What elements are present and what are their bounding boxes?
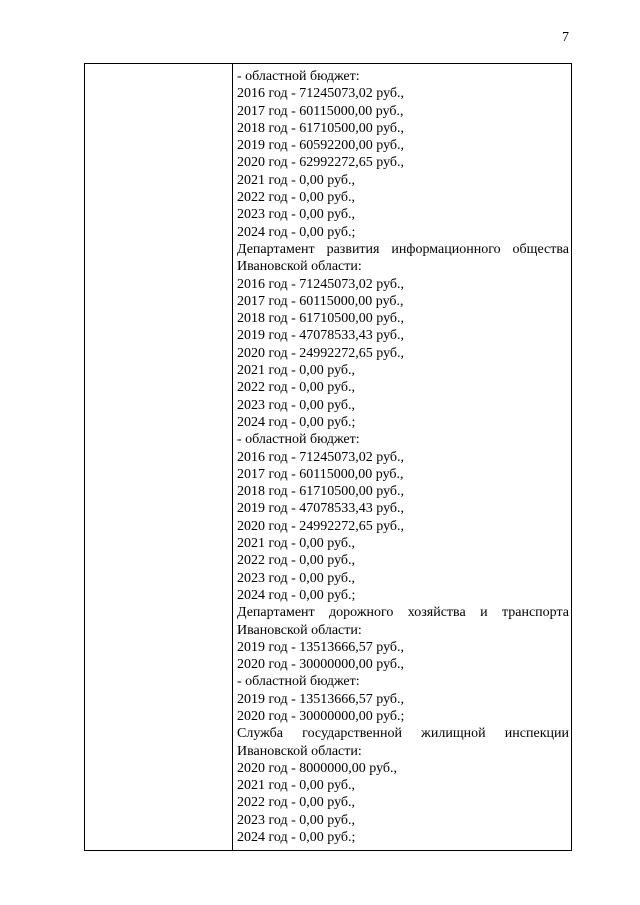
funding-line: 2020 год - 30000000,00 руб.; bbox=[237, 708, 405, 724]
funding-line: 2020 год - 62992272,65 руб., bbox=[237, 155, 405, 171]
funding-line: 2022 год - 0,00 руб., bbox=[237, 553, 356, 569]
funding-line: 2019 год - 47078533,43 руб., bbox=[237, 501, 405, 517]
funding-line: 2024 год - 0,00 руб.; bbox=[237, 224, 356, 240]
funding-line: 2022 год - 0,00 руб., bbox=[237, 190, 356, 206]
funding-line: 2021 год - 0,00 руб., bbox=[237, 536, 356, 552]
table-left-column bbox=[85, 64, 233, 850]
funding-line: 2024 год - 0,00 руб.; bbox=[237, 830, 356, 846]
funding-line: Служба государственной жилищной инспекции bbox=[237, 726, 569, 742]
funding-line: Департамент дорожного хозяйства и транспорта bbox=[237, 605, 569, 621]
funding-line: 2019 год - 60592200,00 руб., bbox=[237, 138, 405, 154]
funding-line: 2019 год - 47078533,43 руб., bbox=[237, 328, 405, 344]
funding-line: - областной бюджет: bbox=[237, 69, 360, 84]
funding-line: 2016 год - 71245073,02 руб., bbox=[237, 449, 405, 465]
funding-line: 2023 год - 0,00 руб., bbox=[237, 207, 356, 223]
funding-line: 2021 год - 0,00 руб., bbox=[237, 363, 356, 379]
funding-line: 2020 год - 8000000,00 руб., bbox=[237, 760, 398, 776]
funding-line: 2017 год - 60115000,00 руб., bbox=[237, 103, 404, 119]
funding-line: 2024 год - 0,00 руб.; bbox=[237, 414, 356, 430]
funding-line: 2018 год - 61710500,00 руб., bbox=[237, 120, 405, 136]
funding-line: 2018 год - 61710500,00 руб., bbox=[237, 484, 405, 500]
funding-line: 2017 год - 60115000,00 руб., bbox=[237, 293, 404, 309]
funding-line: 2022 год - 0,00 руб., bbox=[237, 795, 356, 811]
funding-line: 2019 год - 13513666,57 руб., bbox=[237, 691, 405, 707]
funding-table bbox=[84, 63, 572, 851]
funding-line: 2024 год - 0,00 руб.; bbox=[237, 587, 356, 603]
funding-line: 2020 год - 30000000,00 руб., bbox=[237, 657, 405, 673]
page-number: 7 bbox=[562, 30, 569, 45]
funding-line: 2020 год - 24992272,65 руб., bbox=[237, 518, 405, 534]
funding-line: - областной бюджет: bbox=[237, 674, 360, 690]
funding-line: 2023 год - 0,00 руб., bbox=[237, 397, 356, 413]
funding-line: Департамент развития информационного общества bbox=[237, 241, 569, 257]
funding-line: 2016 год - 71245073,02 руб., bbox=[237, 276, 405, 292]
funding-line: 2021 год - 0,00 руб., bbox=[237, 172, 356, 188]
funding-line: 2019 год - 13513666,57 руб., bbox=[237, 639, 405, 655]
funding-line: - областной бюджет: bbox=[237, 432, 360, 448]
funding-line: Ивановской области: bbox=[237, 743, 362, 759]
funding-line: 2023 год - 0,00 руб., bbox=[237, 812, 356, 828]
funding-line: 2020 год - 24992272,65 руб., bbox=[237, 345, 405, 361]
funding-line: 2022 год - 0,00 руб., bbox=[237, 380, 356, 396]
funding-line: 2018 год - 61710500,00 руб., bbox=[237, 311, 405, 327]
funding-line: Ивановской области: bbox=[237, 622, 362, 638]
funding-line: 2017 год - 60115000,00 руб., bbox=[237, 466, 404, 482]
funding-line: 2016 год - 71245073,02 руб., bbox=[237, 86, 405, 102]
table-right-column bbox=[237, 68, 569, 846]
funding-line: Ивановской области: bbox=[237, 259, 362, 275]
funding-line: 2023 год - 0,00 руб., bbox=[237, 570, 356, 586]
funding-line: 2021 год - 0,00 руб., bbox=[237, 778, 356, 794]
